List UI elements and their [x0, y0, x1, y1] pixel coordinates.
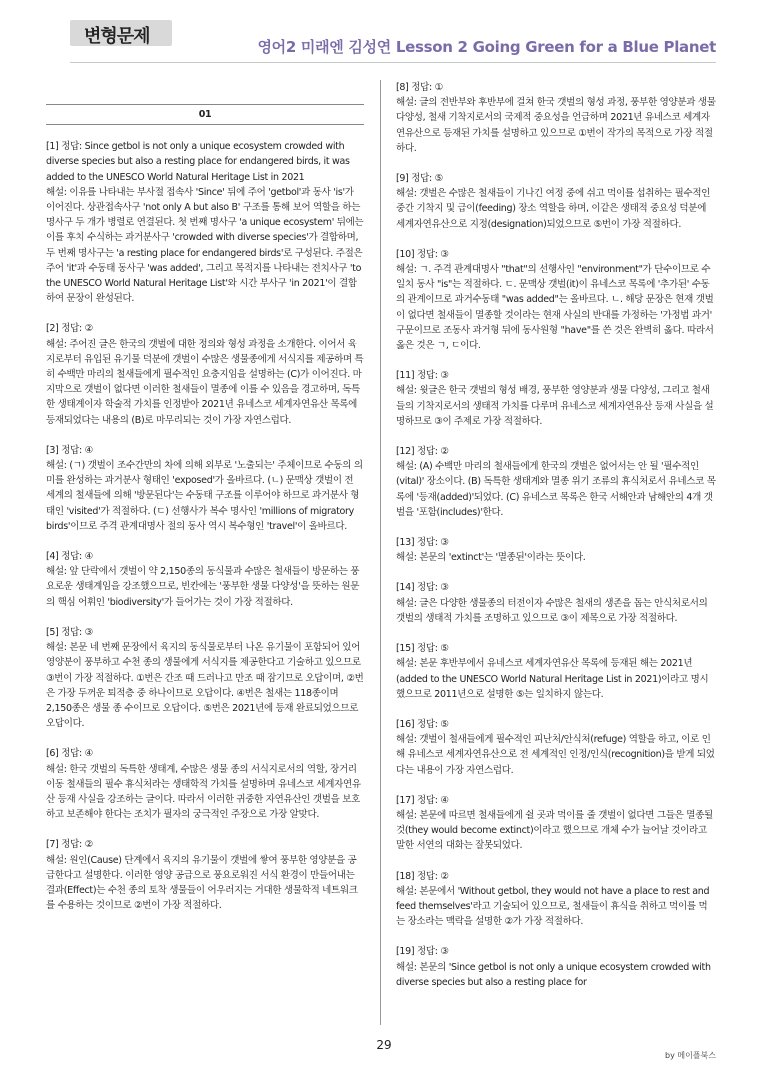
answer-heading: [12] 정답: ②: [396, 446, 449, 458]
answer-explanation: 해설: 앞 단락에서 갯벌이 약 2,150종의 동식물과 수많은 철새들이 방문하는 풍요로운 생태계임을 강조했으므로, 빈칸에는 '풍부한 생물 다양성'을 뜻하는 원문의 핵심 어휘인 'biodiversity'가 들어가는 것이 가장 적절하다.: [46, 566, 360, 608]
answer-item: [396, 580, 716, 626]
answer-heading: [11] 정답: ③: [396, 370, 449, 382]
answer-explanation: 해설: 글은 다양한 생물종의 터전이자 수많은 철새의 생존을 돕는 안식처로서의 갯벌의 생태적 가치를 조명하고 있으므로 ③이 제목으로 가장 적절하다.: [396, 597, 708, 624]
answer-item: [46, 139, 364, 306]
answer-explanation: 해설: 갯벌은 수많은 철새들이 기나긴 여정 중에 쉬고 먹이를 섭취하는 필수적인 중간 기착지 및 급이(feeding) 장소 역할을 하며, 이같은 생태적 중요성 덕분에 세계자연유산으로 지정(designation)되었으므로 ⑤번이 가장 적절하다.: [396, 188, 711, 230]
answer-list-left: [46, 139, 364, 913]
answer-item: [46, 549, 364, 610]
answer-heading: [14] 정답: ③: [396, 582, 449, 594]
answer-heading: [6] 정답: ④: [46, 748, 93, 760]
answer-item: [396, 641, 716, 702]
answer-explanation: 해설: 글의 전반부와 후반부에 걸쳐 한국 갯벌의 형성 과정, 풍부한 영양분과 생물 다양성, 철새 기착지로서의 국제적 중요성을 언급하며 2021년 유네스코 세계자연유산으로 등재된 가치를 설명하고 있으므로 ①번이 작가의 목적으로 가장 적절하다.: [396, 97, 716, 154]
header-divider: [70, 62, 716, 63]
answer-item: [396, 535, 716, 565]
answer-explanation: 해설: 갯벌이 철새들에게 필수적인 피난처/안식처(refuge) 역할을 하고, 이로 인해 유네스코 세계자연유산으로 전 세계적인 인정/인식(recognition)을 받게 되었다는 내용이 가장 자연스럽다.: [396, 734, 715, 776]
answer-explanation: 해설: 한국 갯벌의 독특한 생태계, 수많은 생물 종의 서식지로서의 역할, 장거리 이동 철새들의 필수 휴식처라는 생태학적 가치를 설명하며 유네스코 세계자연유산 등재 사실을 강조하는 글이다. 따라서 이러한 귀중한 자연유산인 갯벌을 보호하고 보존해야 한다는 조치가 필자의 궁극적인 주장으로 가장 알맞다.: [46, 763, 361, 821]
section-number: 01: [198, 109, 212, 120]
answer-heading: [10] 정답: ③: [396, 248, 449, 260]
section-rule-top: [46, 104, 364, 105]
answer-item: [396, 368, 716, 429]
answer-heading: [18] 정답: ②: [396, 870, 449, 882]
answer-item: [396, 869, 716, 930]
answer-explanation: 해설: 본문의 'extinct'는 '멸종된'이라는 뜻이다.: [396, 552, 586, 564]
answer-explanation: 해설: (ㄱ) 갯벌이 조수간만의 차에 의해 외부로 '노출되는' 주체이므로 수동의 의미를 완성하는 과거분사 형태인 'exposed'가 올바르다. (ㄴ) 문맥상 갯벌이 전 세계의 철새들에 의해 '방문된다'는 수동태 구조를 이루어야 하므로 과거분사 형태인 'visited'가 적절하다. (ㄷ) 선행사가 복수 명사인 'millions of migratory birds'이므로 주격 관계대명사 절의 동사 역시 복수형인 'travel'이 올바르다.: [46, 460, 363, 532]
answer-heading: [8] 정답: ①: [396, 82, 443, 93]
answer-explanation: 해설: ㄱ. 주격 관계대명사 "that"의 선행사인 "environment"가 단수이므로 수일치 동사 "is"는 적절하다. ㄷ. 문맥상 갯벌(it)이 유네스코 목록에 '추가된' 수동의 관계이므로 과거수동태 "was added"는 올바르다. ㄴ. 해당 문장은 현재 갯벌이 없다면 철새들이 멸종할 것이라는 현재 사실의 반대를 가정하는 '가정법 과거' 구문이므로 조동사 과거형 뒤에 동사원형 "have"를 쓴 것은 완벽히 옳다. 따라서 옳은 것은 ㄱ, ㄷ이다.: [396, 264, 714, 352]
answer-heading: [2] 정답: ②: [46, 323, 93, 335]
answer-item: [396, 717, 716, 778]
header-badge-label: 변형문제: [84, 26, 150, 47]
answer-item: [46, 443, 364, 534]
answer-explanation: 해설: 본문에서 'Without getbol, they would not have a place to rest and feed themselves'라고 기술되어 있으므로, 철새들이 휴식을 취하고 먹이를 먹는 장소라는 맥락을 설명한 ②가 가장 적절하다.: [396, 885, 710, 928]
answer-heading: [4] 정답: ④: [46, 551, 93, 563]
answer-explanation: 해설: 윗글은 한국 갯벌의 형성 배경, 풍부한 영양분과 생물 다양성, 그리고 철새들의 기착지로서의 생태적 가치를 다루며 유네스코 세계자연유산 등재 사실을 설명하므로 ③이 주제로 가장 적절하다.: [396, 385, 714, 427]
answer-explanation: 해설: 본문 네 번째 문장에서 육지의 동식물로부터 나온 유기물이 포함되어 있어 영양분이 풍부하고 수천 종의 생물에게 서식지를 제공한다고 기술하고 있으므로 ③번이 가장 적절하다. ①번은 간조 때 드러나고 만조 때 잠기므로 오답이며, ②번은 가장 두꺼운 퇴적층 중 하나이므로 오답이다. ④번은 철새는 118종이며 2,150종은 생물 종 수이므로 오답이다. ⑤번은 2021년에 등재 완료되었으므로 오답이다.: [46, 642, 364, 730]
answer-explanation: 해설: 본문에 따르면 철새들에게 쉴 곳과 먹이를 줄 갯벌이 없다면 그들은 멸종될 것(they would become extinct)이라고 했으므로 개체 수가 늘어날 것이라고 말한 서연의 대화는 잘못되었다.: [396, 809, 713, 852]
answer-item: [46, 746, 364, 822]
answer-heading: [7] 정답: ②: [46, 839, 93, 851]
answer-heading: [17] 정답: ④: [396, 794, 449, 806]
answer-heading: [5] 정답: ③: [46, 626, 93, 638]
right-column: [396, 80, 716, 1005]
answer-item: [396, 944, 716, 990]
answer-heading: [13] 정답: ③: [396, 537, 449, 549]
answer-item: [396, 171, 716, 232]
answer-item: [396, 247, 716, 353]
left-column: [46, 80, 364, 928]
answer-explanation: 해설: 원인(Cause) 단계에서 육지의 유기물이 갯벌에 쌓여 풍부한 영양분을 공급한다고 설명한다. 이러한 영양 공급으로 풍요로워진 서식 환경이 만들어내는 결과(Effect)는 수천 종의 토착 생물들이 어우러지는 거대한 생물학적 네트워크를 수용하는 것이므로 ②번이 가장 적절하다.: [46, 854, 358, 912]
answer-item: [46, 625, 364, 731]
answer-explanation: 해설: 본문 후반부에서 유네스코 세계자연유산 목록에 등재된 해는 2021년(added to the UNESCO World Natural Heritage List in 2021)이라고 명시했으므로 2011년으로 설명한 ⑤는 일치하지 않는다.: [396, 658, 709, 700]
answer-explanation: 해설: 본문의 'Since getbol is not only a unique ecosystem crowded with diverse species but also a resting place for: [396, 961, 711, 988]
answer-heading: [3] 정답: ④: [46, 444, 93, 456]
answer-heading: [1] 정답: Since getbol is not only a unique ecosystem crowded with diverse species but also a resting place for endangered birds, it was added to the UNESCO World Natural Heritage List in 2021: [46, 141, 350, 183]
answer-heading: [19] 정답: ③: [396, 946, 449, 958]
answer-explanation: 해설: (A) 수백만 마리의 철새들에게 한국의 갯벌은 없어서는 안 될 '필수적인(vital)' 장소이다. (B) 독특한 생태계와 멸종 위기 조류의 휴식처로서 유네스코 목록에 '등재(added)'되었다. (C) 유네스코 목록은 한국 서해안과 남해안의 4개 갯벌을 '포함(includes)'한다.: [396, 461, 716, 518]
answer-heading: [16] 정답: ⑤: [396, 718, 449, 730]
answer-item: [46, 321, 364, 427]
answer-heading: [15] 정답: ⑤: [396, 643, 449, 655]
answer-explanation: 해설: 주어진 글은 한국의 갯벌에 대한 정의와 형성 과정을 소개한다. 이어서 육지로부터 유입된 유기물 덕분에 갯벌이 수많은 생물종에게 서식지를 제공하며 특히 수백만 마리의 철새들에게 필수적인 요충지임을 설명하는 (C)가 이어진다. 마지막으로 갯벌이 없다면 이러한 철새들이 멸종에 이를 수 있음을 경고하며, 독특한 생태계이자 학술적 가치를 인정받아 2021년 유네스코 세계자연유산 목록에 등재되었다는 내용의 (B)로 마무리되는 것이 가장 자연스럽다.: [46, 338, 364, 426]
header-badge: [70, 20, 172, 46]
publisher-footer: by 메이플북스: [665, 1051, 716, 1060]
answer-list-right: [396, 80, 716, 990]
column-divider: [380, 80, 381, 1025]
answer-item: [396, 80, 716, 156]
answer-item: [46, 837, 364, 913]
section-rule-bottom: [46, 124, 364, 125]
answer-explanation: 해설: 이유를 나타내는 부사절 접속사 'Since' 뒤에 주어 'getbol'과 동사 'is'가 이어진다. 상관접속사구 'not only A but also B' 구조를 통해 보어 역할을 하는 명사구 두 개가 병렬로 연결된다. 첫 번째 명사구 'a unique ecosystem' 뒤에는 이를 후치 수식하는 과거분사구 'crowded with diverse species'가 결합하며, 두 번째 명사구는 'a resting place for endangered birds'로 구성된다. 주절은 주어 'it'과 수동태 동사구 'was added', 그리고 목적지를 나타내는 전치사구 'to the UNESCO World Natural Heritage List'와 시간 부사구 'in 2021'이 결합하여 문장이 완성된다.: [46, 186, 364, 305]
page-number: 29: [376, 1038, 392, 1052]
document-title: 영어2 미래엔 김성연 Lesson 2 Going Green for a Blue Planet: [257, 38, 716, 56]
answer-item: [396, 793, 716, 854]
answer-heading: [9] 정답: ⑤: [396, 173, 443, 185]
answer-item: [396, 444, 716, 520]
